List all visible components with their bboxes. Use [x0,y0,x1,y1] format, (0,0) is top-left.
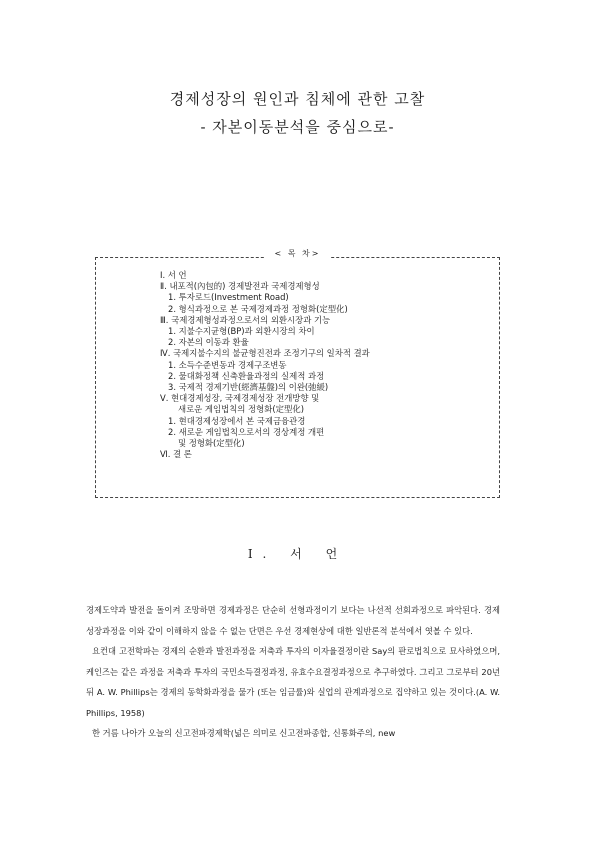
toc-item: Ⅱ. 내포적(內包的) 경제발전과 국제경제형성 [160,281,320,292]
paper-title: 경제성장의 원인과 침체에 관한 고찰 [169,90,426,108]
table-of-contents [160,270,490,460]
toc-item: Ⅰ. 서 언 [160,270,187,280]
toc-item: 2. 새로운 게임법칙으로서의 경상계정 개편 [168,426,325,437]
toc-item: 1. 지불수지균형(BP)과 외환시장의 차이 [168,326,315,337]
toc-item: Ⅲ. 국제경제형성과정으로서의 외환시장과 기능 [160,314,331,325]
paragraph: 한 거름 나아가 오늘의 신고전파경제학(넓은 의미로 신고전파종합, 신통화주의, new [92,728,396,738]
toc-item: 2. 형식과정으로 본 국제경제과정 정형화(定型化) [168,303,348,314]
toc-item: Ⅴ. 현대경제성장, 국제경제성장 전개방향 및 [160,393,320,404]
toc-item: 1. 소득수준변동과 경제구조변동 [168,359,287,370]
toc-item: 3. 국제적 경제기반(經濟基盤)의 이완(弛緩) [168,382,329,393]
toc-item: 1. 현대경제성장에서 본 국제금융관경 [168,415,306,426]
toc-heading [0,248,595,259]
body-text [86,600,500,744]
paragraph: 경제도약과 발전을 돌이켜 조망하면 경제과정은 단순히 선형과정이기 보다는 나선적 선회과정으로 파악된다. 경제성장과정을 이와 같이 이해하지 않을 수 없는 단면은 우선 경제현상에 대한 일반론적 분석에서 엿볼 수 있다. [86,605,500,636]
toc-item: Ⅳ. 국제지불수지의 불균형진전과 조정기구의 일차적 결과 [160,348,370,359]
toc-item: Ⅵ. 결 론 [160,449,192,460]
toc-item: 새로운 게임법칙의 정형화(定型化) [178,404,304,415]
paper-subtitle: - 자본이동분석을 중심으로- [200,118,395,136]
section-title: Ⅰ. 서 언 [247,547,348,561]
toc-heading-label: < 목 차> [265,249,331,258]
paragraph: 요컨대 고전학파는 경제의 순환과 발전과정을 저축과 투자의 이자율결정이란 Say의 판로법칙으로 묘사하였으며, 케인즈는 같은 과정을 저축과 투자의 국민소득결정과정, 유효수요결정과정으로 추구하였다. 그리고 그로부터 20년 뒤 A. W. Phillips는 경제의 동학화과정을 물가 (또는 임금률)와 실업의 관계과정으로 집약하고 있는 것이다.(A. W. Phillips, 1958) [86,646,500,718]
toc-item: 1. 투자로드(Investment Road) [168,292,289,303]
toc-item: 및 정형화(定型化) [178,438,245,449]
toc-item: 2. 자본의 이동과 환율 [168,337,249,348]
toc-item: 2. 물대화정책 신축환율과정의 실제적 과정 [168,370,325,381]
